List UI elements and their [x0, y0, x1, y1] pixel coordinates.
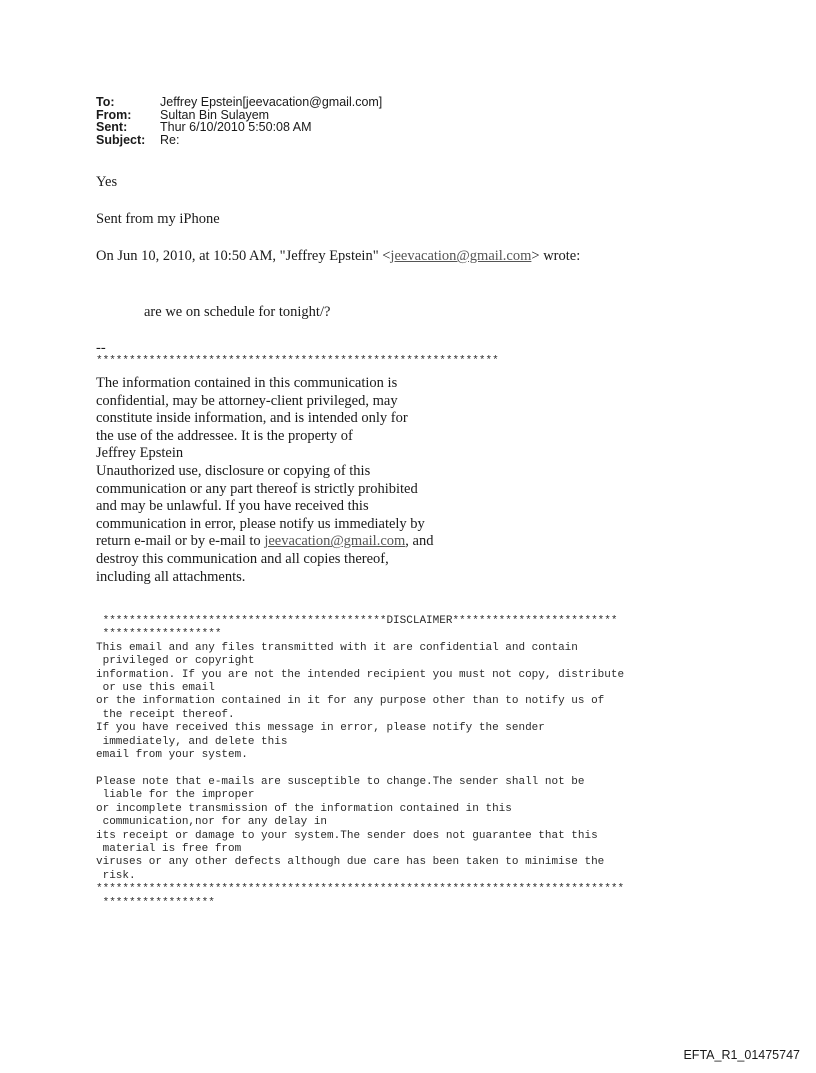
from-label: From:: [96, 107, 132, 122]
sent-value: Thur 6/10/2010 5:50:08 AM: [160, 120, 312, 134]
disclaimer-line: material is free from: [96, 842, 242, 855]
disclaimer-line: the receipt thereof.: [96, 708, 235, 721]
conf-return-suffix: , and: [405, 533, 434, 550]
disclaimer-line: information. If you are not the intended recipient you must not copy, distribute: [96, 668, 625, 681]
disclaimer-line: its receipt or damage to your system.The sender does not guarantee that this: [96, 829, 598, 842]
to-row: [96, 96, 382, 109]
conf-line: constitute inside information, and is intended only for: [96, 410, 408, 427]
conf-line: communication in error, please notify us immediately by: [96, 515, 425, 532]
disclaimer-line: ******************: [96, 628, 222, 641]
confidentiality-notice: [96, 375, 433, 586]
disclaimer-line: *****************: [96, 896, 215, 909]
disclaimer-line: risk.: [96, 869, 136, 882]
sent-row: [96, 121, 382, 134]
subject-value: Re:: [160, 132, 180, 147]
disclaimer-line: ********************************************************************************: [96, 883, 625, 896]
star-separator: *************************************************************: [96, 355, 499, 367]
disclaimer-line: viruses or any other defects although due care has been taken to minimise the: [96, 856, 605, 869]
disclaimer-line: communication,nor for any delay in: [96, 816, 328, 829]
to-label: To:: [96, 95, 115, 109]
signature-dashes: --: [96, 340, 106, 356]
disclaimer-line: or incomplete transmission of the information contained in this: [96, 802, 512, 815]
conf-line: Jeffrey Epstein: [96, 445, 184, 462]
conf-line: including all attachments.: [96, 568, 246, 585]
disclaimer-line: [96, 762, 624, 775]
from-value: Sultan Bin Sulayem: [160, 107, 270, 122]
subject-row: [96, 134, 382, 147]
quoted-message: are we on schedule for tonight/?: [144, 304, 331, 320]
conf-return-line: [96, 533, 433, 551]
conf-line: the use of the addressee. It is the property of: [96, 427, 353, 444]
disclaimer-line: Please note that e-mails are susceptible to change.The sender shall not be: [96, 775, 585, 788]
disclaimer-line: or use this email: [96, 682, 215, 695]
conf-return-text: return e-mail or by e-mail to: [96, 533, 265, 550]
disclaimer-block: [96, 615, 624, 910]
reply-text: Yes: [96, 174, 118, 190]
disclaimer-line: immediately, and delete this: [96, 735, 288, 748]
sent-label: Sent:: [96, 120, 128, 134]
conf-email-link[interactable]: jeevacation@gmail.com: [264, 533, 406, 550]
conf-line: and may be unlawful. If you have received this: [96, 498, 369, 515]
conf-line: confidential, may be attorney-client privileged, may: [96, 392, 398, 409]
subject-label: Subject:: [96, 132, 146, 147]
disclaimer-line: email from your system.: [96, 749, 248, 762]
disclaimer-line: liable for the improper: [96, 789, 255, 802]
signature-text: Sent from my iPhone: [96, 211, 220, 227]
conf-line: communication or any part thereof is strictly prohibited: [96, 480, 418, 497]
quote-intro: [96, 248, 580, 265]
conf-line: destroy this communication and all copies thereof,: [96, 550, 389, 567]
disclaimer-line: or the information contained in it for any purpose other than to notify us of: [96, 695, 605, 708]
to-value: Jeffrey Epstein[jeevacation@gmail.com]: [160, 95, 383, 109]
conf-line: Unauthorized use, disclosure or copying of this: [96, 462, 371, 479]
document-id: EFTA_R1_01475747: [683, 1048, 800, 1062]
disclaimer-line: If you have received this message in error, please notify the sender: [96, 722, 545, 735]
conf-line: The information contained in this communication is: [96, 375, 398, 391]
quote-email-link[interactable]: jeevacation@gmail.com: [390, 248, 532, 264]
quote-intro-suffix: > wrote:: [531, 248, 581, 264]
disclaimer-line: privileged or copyright: [96, 655, 255, 668]
quote-intro-text: On Jun 10, 2010, at 10:50 AM, "Jeffrey Epstein" <: [96, 248, 391, 264]
email-header: [96, 96, 382, 146]
disclaimer-line: This email and any files transmitted with it are confidential and contain: [96, 641, 578, 654]
disclaimer-line: *******************************************DISCLAIMER*************************: [96, 615, 618, 627]
